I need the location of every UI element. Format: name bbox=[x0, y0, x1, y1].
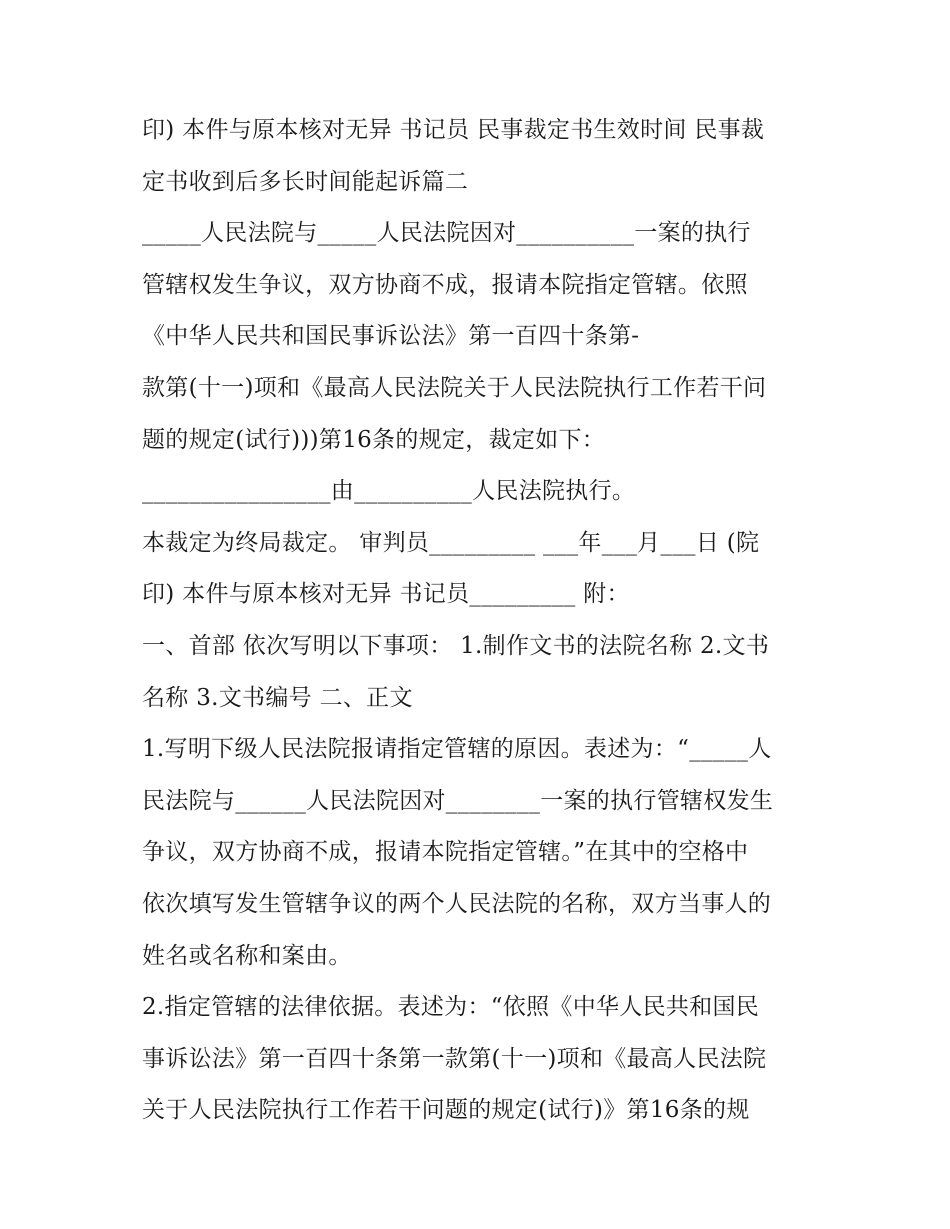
text-line: 印) 本件与原本核对无异 书记员 民事裁定书生效时间 民事裁 bbox=[142, 117, 765, 143]
text-line: 事诉讼法》第一百四十条第一款第(十一)项和《最高人民法院 bbox=[142, 1045, 767, 1072]
text-line: _____人民法院与_____人民法院因对__________一案的执行 bbox=[142, 220, 751, 247]
text-line: 一、首部 依次写明以下事项： 1.制作文书的法院名称 2.文书 bbox=[142, 632, 770, 659]
text-line: 款第(十一)项和《最高人民法院关于人民法院执行工作若干问 bbox=[142, 374, 767, 401]
text-line: 民法院与______人民法院因对________一案的执行管辖权发生 bbox=[142, 787, 774, 814]
text-line: 本裁定为终局裁定。 审判员_________ ___年___月___日 (院 bbox=[142, 529, 760, 556]
text-line: 题的规定(试行)))第16条的规定，裁定如下： bbox=[142, 426, 606, 453]
text-line: 依次填写发生管辖争议的两个人民法院的名称，双方当事人的 bbox=[142, 890, 772, 917]
text-line: 《中华人民共和国民事诉讼法》第一百四十条第- bbox=[142, 323, 640, 350]
text-line: 2.指定管辖的法律依据。表述为：“依照《中华人民共和国民 bbox=[142, 994, 760, 1021]
text-line: 名称 3.文书编号 二、正文 bbox=[142, 684, 413, 711]
text-line: 争议，双方协商不成，报请本院指定管辖。”在其中的空格中 bbox=[142, 839, 749, 866]
text-line: 关于人民法院执行工作若干问题的规定(试行)》第16条的规 bbox=[142, 1097, 750, 1124]
document-body bbox=[142, 105, 822, 1137]
text-line: 管辖权发生争议，双方协商不成，报请本院指定管辖。依照 bbox=[142, 271, 748, 298]
text-line: 定书收到后多长时间能起诉篇二 bbox=[142, 168, 469, 195]
text-line: 1.写明下级人民法院报请指定管辖的原因。表述为：“_____人 bbox=[142, 736, 772, 763]
text-line: ________________由__________人民法院执行。 bbox=[142, 478, 636, 505]
text-line: 姓名或名称和案由。 bbox=[142, 942, 352, 969]
text-line: 印) 本件与原本核对无异 书记员_________ 附： bbox=[142, 581, 630, 608]
